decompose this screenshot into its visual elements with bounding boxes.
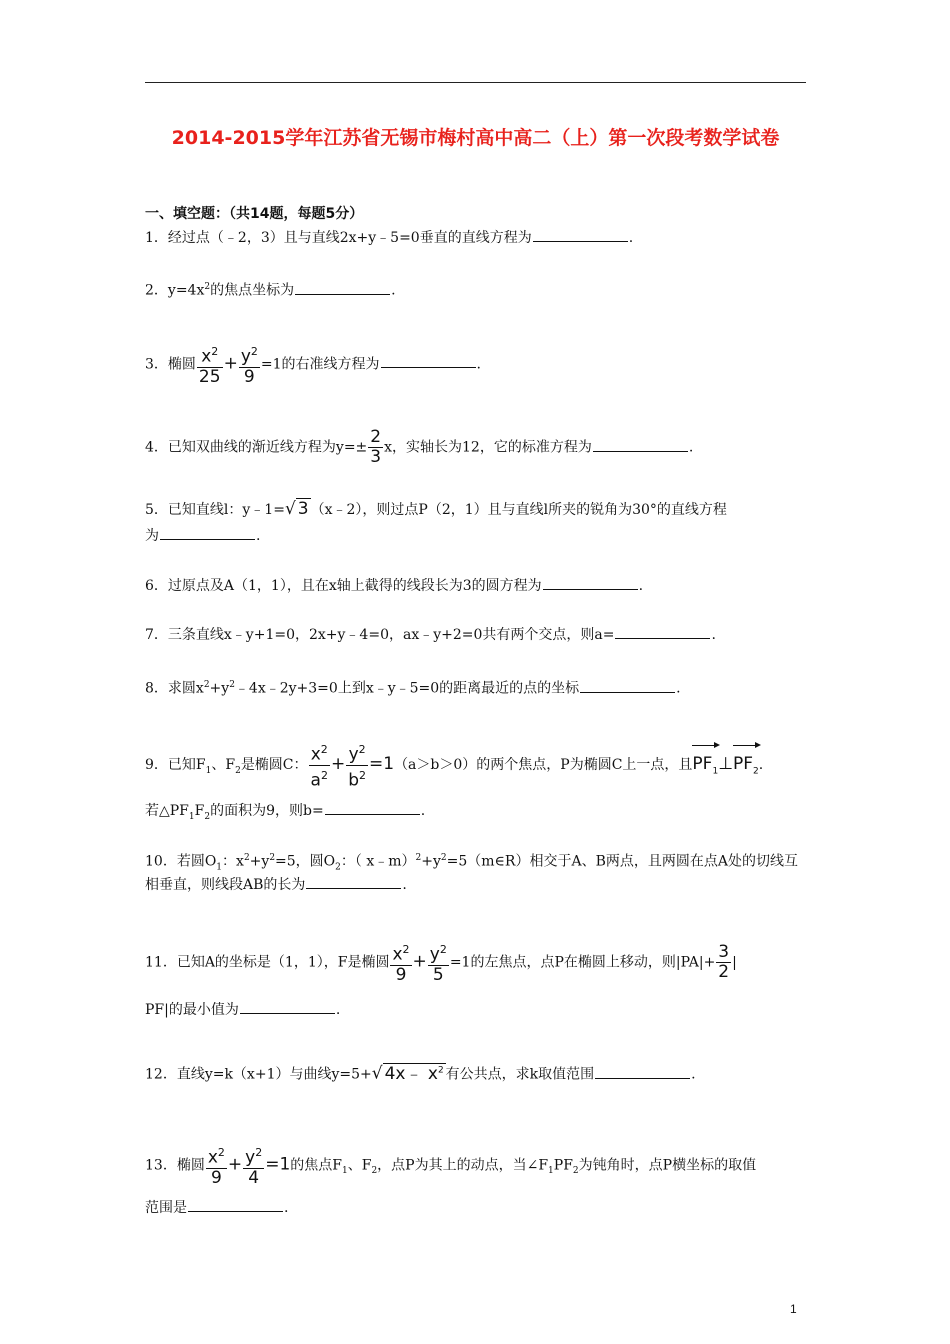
question-3: 3．椭圆 $\frac{x^2}{25}$ + $\frac{y^2}{9}$ =1的右准线方程为 . (145, 342, 810, 387)
fraction: $\frac{x^2}{a^2}$ (309, 740, 330, 790)
answer-blank[interactable] (595, 1077, 690, 1079)
answer-blank[interactable] (615, 637, 710, 639)
fraction: $\frac{y^2}{5}$ (428, 940, 449, 985)
page-number: 1 (790, 1302, 797, 1316)
page-title: 2014-2015学年江苏省无锡市梅村高中高二（上）第一次段考数学试卷 (171, 127, 780, 149)
question-7: 7．三条直线x﹣y+1=0，2x+y﹣4=0，ax﹣y+2=0共有两个交点，则a= . (145, 627, 716, 643)
question-9-line-2: 若$\triangle PF_1F_2$的面积为9，则b= . (145, 803, 426, 822)
answer-blank[interactable] (593, 450, 688, 452)
answer-blank[interactable] (580, 691, 675, 693)
answer-blank[interactable] (160, 538, 255, 540)
fraction: $\frac{2}{3}$ (370, 427, 382, 467)
answer-blank[interactable] (543, 588, 638, 590)
question-1: 1．经过点（﹣2，3）且与直线2x+y﹣5=0垂直的直线方程为 . (145, 230, 634, 246)
question-11: 11．已知A的坐标是（1，1），F是椭圆 $\frac{x^2}{9}$ + $\frac{y^2}{5}$ =1的左焦点，点P在椭圆上移动，则|PA|+ $\frac{3}{2}$ | (145, 941, 737, 985)
question-12: 12．直线y=k（x+1）与曲线y=5+√ 4x﹣ $x^2$ 有公共点，求k取值范围 . (145, 1063, 696, 1084)
section-heading: 一、填空题：（共14题，每题5分） (145, 206, 364, 222)
vector-pf2: $PF_2$ (733, 745, 759, 786)
fraction: $\frac{y^2}{4}$ (243, 1143, 264, 1188)
sqrt-symbol: √ 3 (284, 499, 309, 519)
fraction: $\frac{x^2}{9}$ (390, 940, 411, 985)
answer-blank[interactable] (325, 813, 420, 815)
question-9: 9．已知$F_1$、$F_2$是椭圆C： $\frac{x^2}{a^2}$ + $\frac{y^2}{b^2}$ =1（a＞b＞0）的两个焦点，P为椭圆C上一点，且 $PF_1\perp$ $PF_2$. (145, 740, 810, 790)
question-5: 5．已知直线l：y﹣1=√ 3 （x﹣2），则过点P（2，1）且与直线l所夹的锐角为30°的直线方程 (145, 499, 727, 519)
answer-blank[interactable] (240, 1012, 335, 1014)
question-2: 2．$y=4x^2$的焦点坐标为 . (145, 282, 396, 299)
sqrt-symbol: √ 4x﹣ $x^2$ (371, 1063, 444, 1084)
answer-blank[interactable] (188, 1210, 283, 1212)
answer-blank[interactable] (295, 293, 390, 295)
header-rule (145, 82, 806, 83)
fraction: $\frac{y^2}{b^2}$ (346, 740, 368, 790)
question-8: 8．求圆$x^2+y^2﹣4x﹣2y+3=0$上到x﹣y﹣5=0的距离最近的点的坐标 . (145, 680, 681, 697)
fraction: $\frac{x^2}{9}$ (206, 1143, 227, 1188)
question-13-line-2: 范围是 . (145, 1200, 289, 1216)
question-10-line-2: 相垂直，则线段AB的长为 . (145, 877, 407, 893)
question-11-line-2: PF|的最小值为 . (145, 1002, 341, 1018)
question-6: 6．过原点及A（1，1），且在x轴上截得的线段长为3的圆方程为 . (145, 578, 644, 594)
fraction: $\frac{x^2}{25}$ (197, 342, 223, 387)
answer-blank[interactable] (533, 240, 628, 242)
fraction: $\frac{y^2}{9}$ (239, 342, 260, 387)
question-13: 13．椭圆 $\frac{x^2}{9}$ + $\frac{y^2}{4}$ =1的焦点$F_1$、$F_2$，点P为其上的动点，当$\angle F_1PF_2$为钝角时，点P横坐标的取值 (145, 1143, 810, 1188)
answer-blank[interactable] (306, 887, 401, 889)
question-4: 4．已知双曲线的渐近线方程为y=± $\frac{2}{3}$ x，实轴长为12，它的标准方程为 . (145, 427, 694, 467)
question-10: 10．若圆$O_1$：$x^2+y^2=5$，圆$O_2$：（ $x﹣m)^2+y^2=5(m\in R)$相交于A、B两点，且两圆在点A处的切线互 (145, 853, 798, 873)
question-5-line-2: 为 . (145, 528, 261, 544)
fraction: $\frac{3}{2}$ (718, 941, 730, 982)
answer-blank[interactable] (381, 366, 476, 368)
vector-pf1: $PF_1$ (692, 745, 718, 786)
